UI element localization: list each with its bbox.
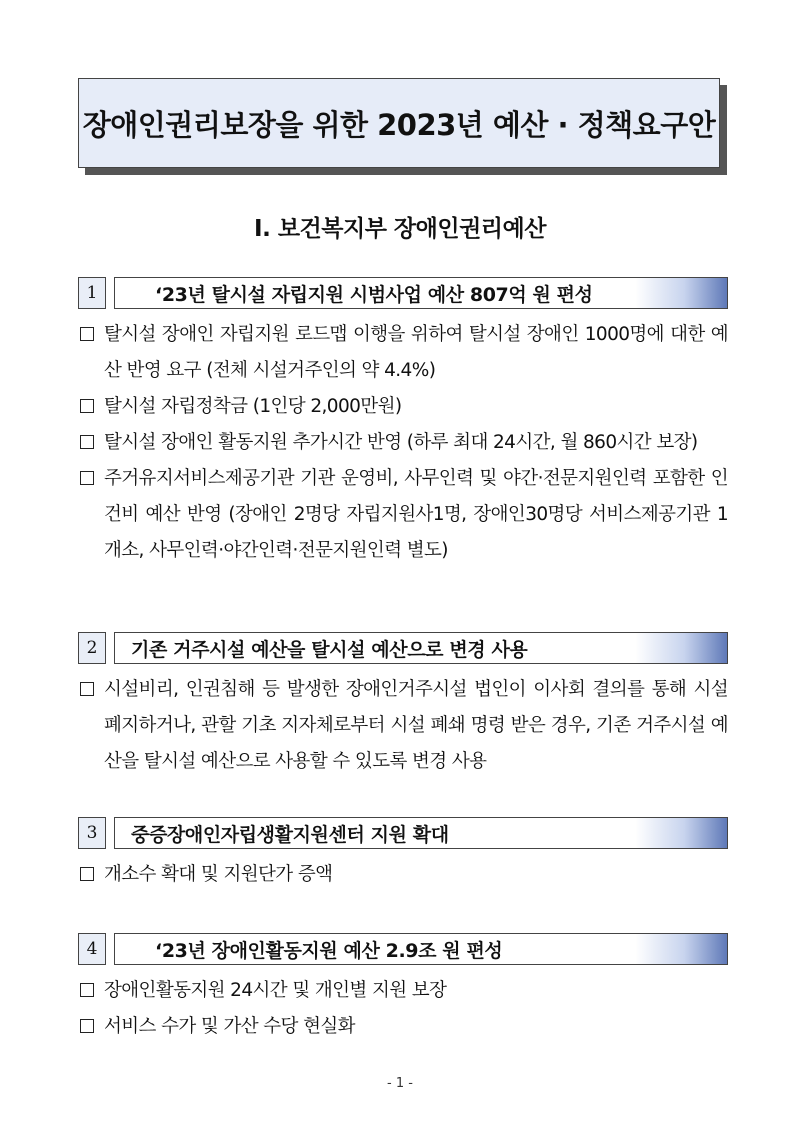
checkbox-icon [80, 1019, 94, 1033]
section-items [78, 973, 728, 1045]
checkbox-icon [80, 327, 94, 341]
section-header [78, 277, 728, 309]
list-item: 장애인활동지원 24시간 및 개인별 지원 보장 [78, 973, 728, 1009]
section-items [78, 857, 728, 893]
list-item: 탈시설 장애인 자립지원 로드맵 이행을 위하여 탈시설 장애인 1000명에 대한 예산 반영 요구 (전체 시설거주인의 약 4.4%) [78, 317, 728, 389]
section-4 [78, 933, 728, 1045]
page-number: - 1 - [387, 1076, 413, 1091]
checkbox-icon [80, 867, 94, 881]
section-header [78, 933, 728, 965]
checkbox-icon [80, 983, 94, 997]
section-header [78, 632, 728, 664]
section-3 [78, 817, 728, 893]
section-number: 4 [78, 933, 106, 965]
list-item: 개소수 확대 및 지원단가 증액 [78, 857, 728, 893]
document-title-box [78, 78, 720, 168]
checkbox-icon [80, 471, 94, 485]
section-heading: 중증장애인자립생활지원센터 지원 확대 [114, 817, 728, 849]
section-2 [78, 632, 728, 780]
section-number: 2 [78, 632, 106, 664]
section-number: 1 [78, 277, 106, 309]
checkbox-icon [80, 399, 94, 413]
section-number: 3 [78, 817, 106, 849]
document-title: 장애인권리보장을 위한 2023년 예산 · 정책요구안 [82, 107, 716, 142]
section-header [78, 817, 728, 849]
list-item: 탈시설 자립정착금 (1인당 2,000만원) [78, 389, 728, 425]
list-item: 서비스 수가 및 가산 수당 현실화 [78, 1009, 728, 1045]
section-items [78, 317, 728, 569]
list-item: 탈시설 장애인 활동지원 추가시간 반영 (하루 최대 24시간, 월 860시간 보장) [78, 425, 728, 461]
section-heading: 기존 거주시설 예산을 탈시설 예산으로 변경 사용 [114, 632, 728, 664]
checkbox-icon [80, 435, 94, 449]
section-heading: ‘23년 장애인활동지원 예산 2.9조 원 편성 [114, 933, 728, 965]
section-heading: ‘23년 탈시설 자립지원 시범사업 예산 807억 원 편성 [114, 277, 728, 309]
checkbox-icon [80, 682, 94, 696]
chapter-heading: Ⅰ. 보건복지부 장애인권리예산 [254, 216, 546, 242]
list-item: 주거유지서비스제공기관 기관 운영비, 사무인력 및 야간·전문지원인력 포함한 인건비 예산 반영 (장애인 2명당 자립지원사1명, 장애인30명당 서비스제공기관 1개소, 사무인력·야간인력·전문지원인력 별도) [78, 461, 728, 569]
list-item: 시설비리, 인권침해 등 발생한 장애인거주시설 법인이 이사회 결의를 통해 시설 폐지하거나, 관할 기초 지자체로부터 시설 폐쇄 명령 받은 경우, 기존 거주시설 예산을 탈시설 예산으로 사용할 수 있도록 변경 사용 [78, 672, 728, 780]
section-1 [78, 277, 728, 569]
section-items [78, 672, 728, 780]
